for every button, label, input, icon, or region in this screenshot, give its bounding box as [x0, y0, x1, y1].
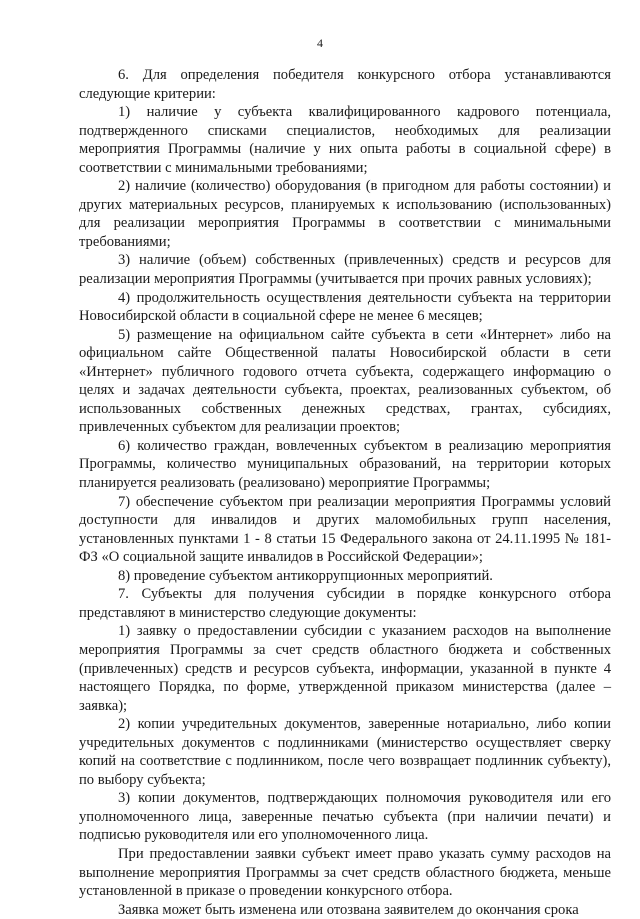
paragraph-amount-note: При предоставлении заявки субъект имеет право указать сумму расходов на выполнение мероприятия Программы за счет средств областного бюджета, меньше установленной в приказе о проведении конкурсного отбора. [79, 845, 611, 900]
paragraph-application-change: Заявка может быть изменена или отозвана заявителем до окончания срока [118, 901, 579, 918]
paragraph-document-2: 2) копии учредительных документов, заверенные нотариально, либо копии учредительных документов с подлинниками (министерство осуществляет сверку копий на соответствие с подлинником, после чего возвращает подлинник субъекту), по выбору субъекта; [79, 716, 611, 788]
paragraph-documents-intro: 7. Субъекты для получения субсидии в порядке конкурсного отбора представляют в министерство следующие документы: [79, 586, 611, 621]
paragraph-criterion-7: 7) обеспечение субъектом при реализации мероприятия Программы условий доступности для инвалидов и других маломобильных групп населения, установленных пунктами 1 - 8 статьи 15 Федерального закона от 24.11.1995 № 181-ФЗ «О социальной защите инвалидов в Российской Федерации»; [79, 493, 611, 566]
paragraph-criterion-8: 8) проведение субъектом антикоррупционных мероприятий. [118, 567, 493, 584]
paragraph-criterion-6: 6) количество граждан, вовлеченных субъектом в реализацию мероприятия Программы, количество муниципальных образований, на территории которых планируется реализовать (реализовано) мероприятие Программы; [79, 437, 611, 492]
page-number: 4 [317, 36, 323, 50]
paragraph-criterion-3: 3) наличие (объем) собственных (привлеченных) средств и ресурсов для реализации мероприятия Программы (учитывается при прочих равных условиях); [79, 252, 611, 288]
paragraph-document-3: 3) копии документов, подтверждающих полномочия руководителя или его уполномоченного лица, заверенные печатью субъекта (при наличии печати) и подписью руководителя или его уполномоченного лица. [79, 790, 611, 844]
document-body [79, 66, 611, 919]
paragraph-criteria-intro: 6. Для определения победителя конкурсного отбора устанавливаются следующие критерии: [79, 67, 611, 102]
paragraph-criterion-1: 1) наличие у субъекта квалифицированного кадрового потенциала, подтвержденного списками специалистов, необходимых для реализации мероприятия Программы (наличие у них опыта работы в социальной сфере) в соответствии с минимальными требованиями; [79, 104, 611, 176]
paragraph-criterion-5: 5) размещение на официальном сайте субъекта в сети «Интернет» либо на официальном сайте Общественной палаты Новосибирской области в сети «Интернет» публичного годового отчета субъекта, содержащего информацию о целях и задачах деятельности субъекта, проектах, реализованных субъектом, об использованных собственных денежных средствах, грантах, субсидиях, привлеченных субъектом для реализации проектов; [79, 326, 611, 436]
paragraph-criterion-4: 4) продолжительность осуществления деятельности субъекта на территории Новосибирской области в социальной сфере не менее 6 месяцев; [79, 289, 611, 325]
paragraph-document-1: 1) заявку о предоставлении субсидии с указанием расходов на выполнение мероприятия Программы за счет средств областного бюджета и собственных (привлеченных) средств и ресурсов субъекта, информации, указанной в пункте 4 настоящего Порядка, по форме, утвержденной приказом министерства (далее – заявка); [79, 623, 611, 714]
paragraph-criterion-2: 2) наличие (количество) оборудования (в пригодном для работы состоянии) и других материальных ресурсов, планируемых к использованию (использованных) для реализации мероприятия Программы в соответствии с минимальными требованиями; [79, 178, 611, 250]
